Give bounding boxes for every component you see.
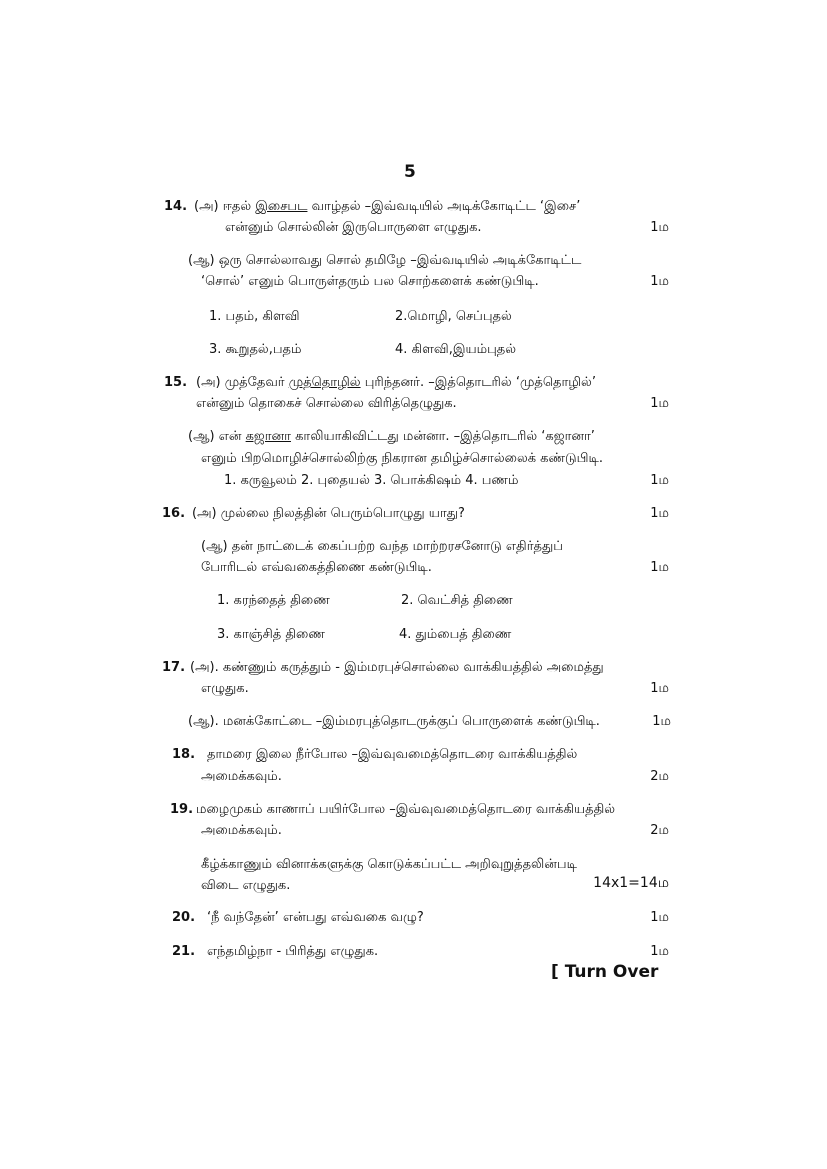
- q15-a-line1-pre: (அ) முத்தேவர்: [196, 375, 289, 390]
- q15-b-underlined-word: கஜானா: [245, 429, 291, 444]
- q17-a-line2: எழுதுக.: [201, 681, 249, 696]
- q16-b-line1: (ஆ) தன் நாட்டைக் கைப்பற்ற வந்த மாற்றரசனோடு எதிர்த்துப்: [201, 539, 563, 554]
- q14-b-marks: 1ம: [650, 274, 669, 289]
- q17-a-marks: 1ம: [650, 681, 669, 696]
- q14-a-line1-pre: (அ) ஈதல்: [194, 199, 256, 214]
- q18-line2: அமைக்கவும்.: [201, 769, 282, 784]
- q15-b-line2: எனும் பிறமொழிச்சொல்லிற்கு நிகரான தமிழ்ச்சொல்லைக் கண்டுபிடி.: [201, 451, 603, 466]
- q15-a-underlined-word: முத்தொழில்: [288, 375, 361, 390]
- q14-b-line1: (ஆ) ஒரு சொல்லாவது சொல் தமிழே –இவ்வடியில் அடிக்கோடிட்ட: [188, 253, 582, 268]
- q15-a-line1-post: புரிந்தனர். –இத்தொடரில் ‘முத்தொழில்’: [360, 375, 596, 390]
- q15-b-marks: 1ம: [650, 473, 669, 488]
- q19-line1: மழைமுகம் காணாப் பயிர்போல –இவ்வுவமைத்தொடரை வாக்கியத்தில்: [196, 802, 616, 817]
- q15-b-options: 1. கருவூலம் 2. புதையல் 3. பொக்கிஷம் 4. பணம்: [224, 473, 519, 488]
- turn-over-label: [ Turn Over: [551, 962, 659, 982]
- question-number-14: 14.: [164, 199, 188, 214]
- q21-line: எந்தமிழ்நா - பிரித்து எழுதுக.: [207, 944, 379, 959]
- q16-a-marks: 1ம: [650, 506, 669, 521]
- question-number-20: 20.: [172, 910, 196, 925]
- q17-a-line1: (அ). கண்ணும் கருத்தும் - இம்மரபுச்சொல்லை வாக்கியத்தில் அமைத்து: [190, 660, 604, 675]
- q14-a-underlined-word: இசைபட: [255, 199, 308, 214]
- q17-b-marks: 1ம: [652, 714, 671, 729]
- q15-b-line1-post: காலியாகிவிட்டது மன்னா. –இத்தொடரில் ‘கஜானா’: [290, 429, 595, 444]
- q16-b-marks: 1ம: [650, 560, 669, 575]
- q14-a-line1: [194, 198, 580, 216]
- instruction-line2: விடை எழுதுக.: [201, 878, 291, 893]
- q14-option-1: 1. பதம், கிளவி: [209, 309, 300, 324]
- q14-b-line2: ‘சொல்’ எனும் பொருள்தரும் பல சொற்களைக் கண்டுபிடி.: [201, 274, 539, 289]
- q14-option-2: 2.மொழி, செப்புதல்: [395, 309, 512, 324]
- q19-line2: அமைக்கவும்.: [201, 823, 282, 838]
- q14-a-line2: என்னும் சொல்லின் இருபொருளை எழுதுக.: [225, 220, 482, 235]
- q14-option-3: 3. கூறுதல்,பதம்: [209, 342, 302, 357]
- question-number-17: 17.: [162, 660, 186, 675]
- instruction-line1: கீழ்க்காணும் வினாக்களுக்கு கொடுக்கப்பட்ட அறிவுறுத்தலின்படி: [201, 857, 577, 872]
- q16-option-3: 3. காஞ்சித் திணை: [217, 627, 325, 642]
- q16-a-line: (அ) முல்லை நிலத்தின் பெரும்பொழுது யாது?: [192, 506, 465, 521]
- q15-b-line1-pre: (ஆ) என்: [188, 429, 246, 444]
- q17-b-line: (ஆ). மனக்கோட்டை –இம்மரபுத்தொடருக்குப் பொருளைக் கண்டுபிடி.: [188, 714, 600, 729]
- q14-option-4: 4. கிளவி,இயம்புதல்: [395, 342, 517, 357]
- q15-b-line1: [188, 428, 595, 446]
- question-number-18: 18.: [172, 747, 196, 762]
- q15-a-marks: 1ம: [650, 396, 669, 411]
- q16-option-1: 1. கரந்தைத் திணை: [217, 593, 330, 608]
- q19-marks: 2ம: [650, 823, 669, 838]
- page-number: 5: [404, 162, 416, 182]
- q21-marks: 1ம: [650, 944, 669, 959]
- q14-a-marks: 1ம: [650, 220, 669, 235]
- q15-a-line2: என்னும் தொகைச் சொல்லை விரித்தெழுதுக.: [196, 396, 457, 411]
- q16-b-line2: போரிடல் எவ்வகைத்திணை கண்டுபிடி.: [201, 560, 432, 575]
- question-number-21: 21.: [172, 944, 196, 959]
- q14-a-line1-post: வாழ்தல் –இவ்வடியில் அடிக்கோடிட்ட ‘இசை’: [307, 199, 581, 214]
- q18-line1: தாமரை இலை நீர்போல –இவ்வுவமைத்தொடரை வாக்கியத்தில்: [207, 747, 578, 762]
- question-number-15: 15.: [164, 375, 188, 390]
- q20-marks: 1ம: [650, 910, 669, 925]
- q20-line: ‘நீ வந்தேன்’ என்பது எவ்வகை வழு?: [207, 910, 424, 925]
- q18-marks: 2ம: [650, 769, 669, 784]
- q16-option-4: 4. தும்பைத் திணை: [399, 627, 512, 642]
- instruction-marks: 14x1=14ம: [593, 875, 669, 891]
- question-number-19: 19.: [170, 802, 194, 817]
- q16-option-2: 2. வெட்சித் திணை: [401, 593, 513, 608]
- question-number-16: 16.: [162, 506, 186, 521]
- q15-a-line1: [196, 374, 596, 392]
